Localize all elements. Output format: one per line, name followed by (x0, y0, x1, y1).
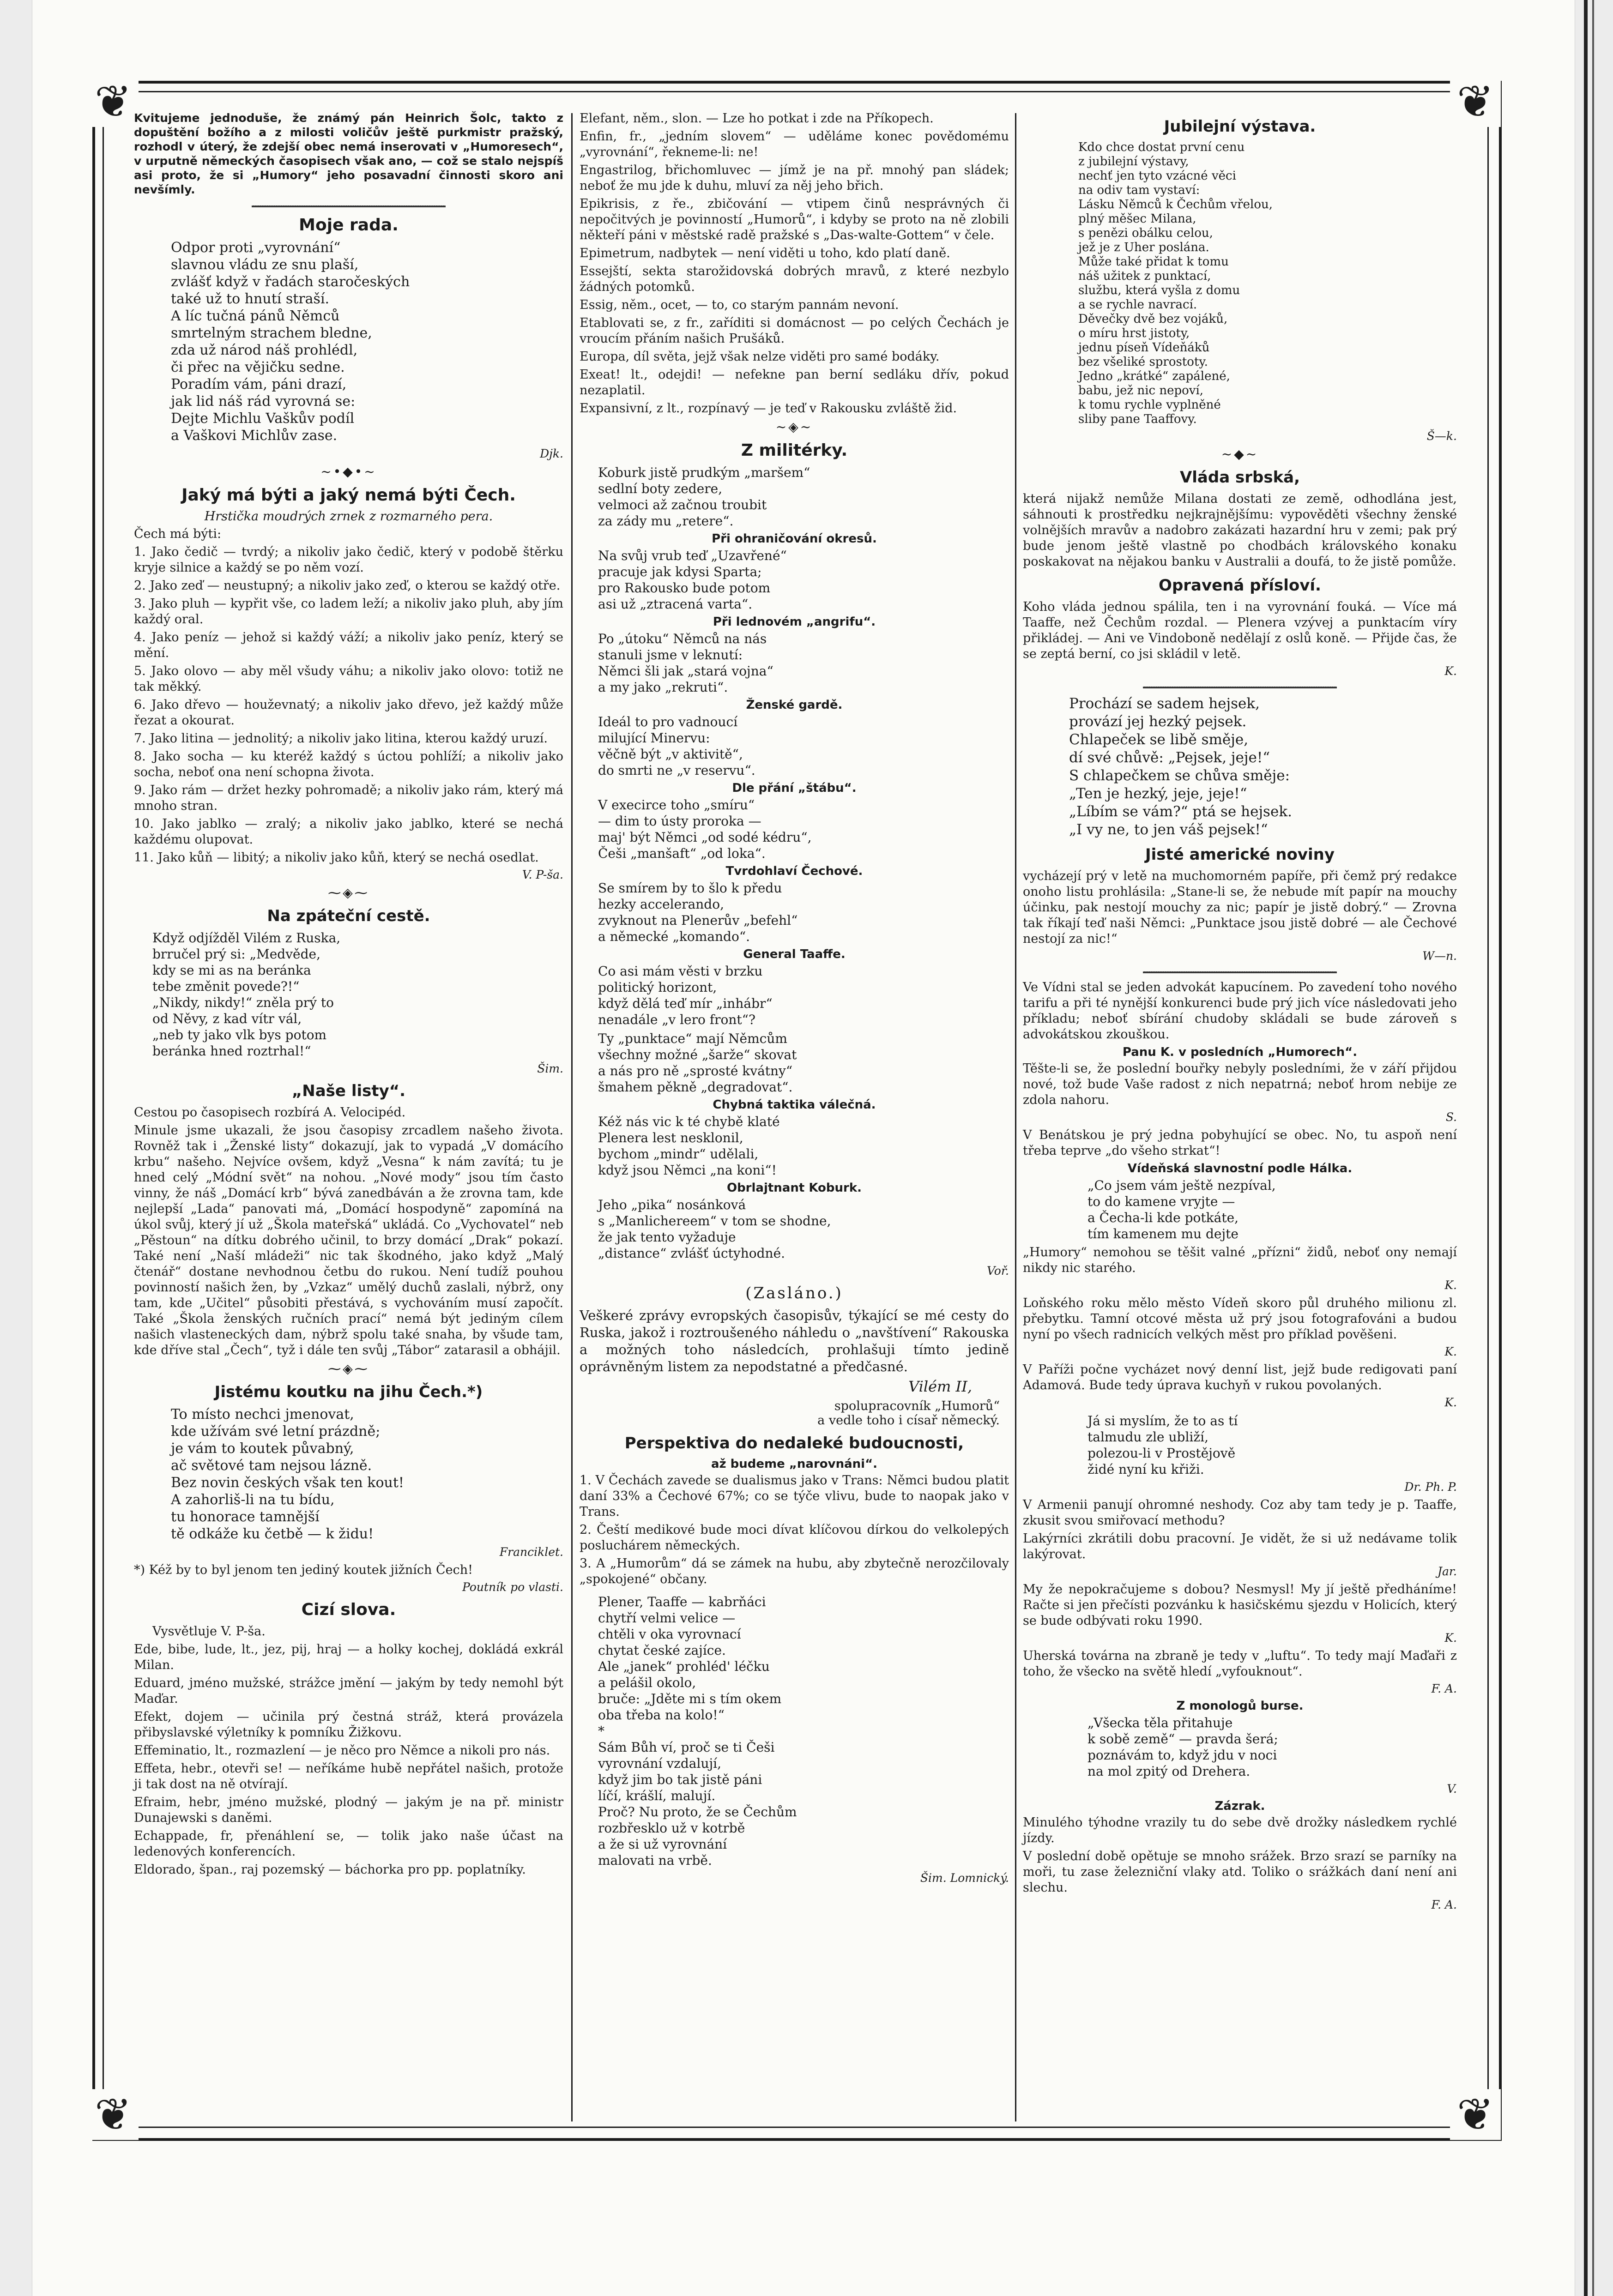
poem (598, 548, 1009, 612)
news-paragraph: V poslední době opětuje se mnoho srážek. Brzo srazí se parníky na moři, tu zase železniční vlaky atd. Toliko o srážkách daní není ani slechu. (1023, 1849, 1457, 1895)
glossary-item: Exeat! lt., odejdi! — nefekne pan berní sedláku dřív, pokud nezaplatil. (580, 368, 1009, 398)
news-paragraph: V Benátskou je prý jedna pobyhující se obec. No, tu aspoň není třeba teprve „do všeho strkat“! (1023, 1128, 1457, 1158)
poem-line: Já si myslím, že to as tí (1087, 1413, 1238, 1428)
ornament-icon: ~•◆•~ (320, 464, 377, 479)
poem-line: tebe změnit povede?!“ (152, 979, 300, 994)
footnote: *) Kéž by to byl jenom ten jediný koutek jižních Čech! (134, 1563, 473, 1577)
glossary-item: Engastrilog, břichomluvec — jímž je na př. mnohý pan sládek; neboť že mu jde k duhu, mluví za něj jeho břich. (580, 163, 1009, 193)
paragraph: Cestou po časopisech rozbírá A. Velocipéd. (134, 1105, 406, 1120)
poem-line: „I vy ne, to jen váš pejsek!“ (1069, 821, 1268, 838)
column-3 (1023, 111, 1457, 1915)
poem-line: také už to hnutí straší. (171, 291, 330, 307)
article-title: Jaký má býti a jaký nemá býti Čech. (181, 486, 516, 505)
poem-line: Proč? Nu proto, že se Čechům (598, 1804, 797, 1820)
signature: F. A. (1431, 1898, 1457, 1911)
poem-line: to do kamene vryjte — (1087, 1194, 1235, 1209)
poem-line: Jeho „pika“ nosánková (598, 1197, 746, 1212)
glossary-item: Essejští, sekta starožidovská dobrých mravů, z které nezbylo žádných potomků. (580, 264, 1009, 294)
section-heading: Z monologů burse. (1176, 1699, 1304, 1713)
glossary-item: Epimetrum, nadbytek — není viděti u toho, kdo platí daně. (580, 246, 950, 260)
column-2 (580, 111, 1009, 1888)
poem-line: S chlapečkem se chůva směje: (1069, 767, 1290, 784)
paragraph: Čech má býti: (134, 527, 222, 541)
article-title: „Naše listy“. (291, 1082, 406, 1100)
poem-line: polezou-li v Prostějově (1087, 1446, 1236, 1461)
signature: Franciklet. (499, 1545, 563, 1559)
poem-line: jak lid náš rád vyrovná se: (171, 393, 356, 410)
poem-line: Se smírem by to šlo k předu (598, 880, 782, 896)
glossary-list-continued (580, 111, 1009, 416)
intro-notice: Kvitujeme jednoduše, že známý pán Heinrich Šolc, takto z dopuštění božího a z milosti voličův ještě purkmistr pražský, rozhodl v úterý, že zdejší obec nemá inserovati v „Humoresech“, v urputně německých časopisech však ano, — což se stalo nejspíš asi proto, že si „Humory“ jeho posavadní činnosti skoro ani nevšímly. (134, 111, 563, 196)
section-heading: Panu K. v posledních „Humorech“. (1122, 1045, 1358, 1059)
section-heading: Tvrdohlaví Čechové. (725, 864, 863, 878)
glossary-item: Etablovati se, z fr., zaříditi si domácnost — po celých Čechách je vroucím přáním našich Prušáků. (580, 316, 1009, 346)
poem-line: když jsou Němci „na koni“! (598, 1163, 777, 1178)
poem-line: oba třeba na kolo!“ (598, 1707, 725, 1723)
news-paragraph: Uherská továrna na zbraně je tedy v „luftu“. To tedy mají Maďaři z toho, že všecko na světě hledí „vyfouknout“. (1023, 1649, 1457, 1679)
poem (1087, 1715, 1457, 1779)
poem-line: židé nyní ku křiži. (1087, 1462, 1204, 1477)
poem-line: rozbřesklo už v kotrbě (598, 1820, 745, 1836)
poem-line: To místo nechci jmenovat, (171, 1406, 354, 1422)
news-paragraph: Minulého týhodne vrazily tu do sebe dvě drožky následkem rychlé jízdy. (1023, 1815, 1457, 1845)
poem-line: Může také přidat k tomu (1078, 255, 1229, 269)
section-divider (1023, 966, 1457, 975)
corner-ornament-icon: ❦ (88, 2089, 139, 2140)
poem-line: sedlní boty zedere, (598, 481, 723, 496)
section-divider (1023, 681, 1457, 690)
poem-line: Němci šli jak „stará vojna“ (598, 663, 773, 679)
poem-line: Sám Bůh ví, proč se ti Češi (598, 1740, 775, 1755)
list-item: 11. Jako kůň — libitý; a nikoliv jako kůň, který se nechá osedlat. (134, 850, 539, 865)
poem-line: milující Minervu: (598, 730, 710, 746)
signature: Šim. Lomnický. (920, 1871, 1009, 1885)
poem-line: pro Rakousko bude potom (598, 580, 771, 596)
poem-line: a pelášil okolo, (598, 1675, 696, 1690)
signature: V. (1447, 1782, 1457, 1796)
poem-line: brručel prý si: „Medvěde, (152, 946, 320, 962)
glossary-item: Eduard, jméno mužské, strážce jmění — jakým by tedy nemohl být Maďar. (134, 1676, 563, 1706)
poem-line: beránka hned roztrhal!“ (152, 1043, 311, 1059)
section-heading: Chybná taktika válečná. (713, 1098, 876, 1112)
poem-line: Plenera lest nesklonil, (598, 1130, 743, 1145)
signature-role: spolupracovník „Humorů“ (834, 1399, 1000, 1413)
paragraph: vycházejí prý v letě na muchomorném papíře, při čemž prý redakce onoho listu prohlásila: „Stane-li se, že nebude mít papír na mouchy účinku, pak nestojí mouchy za nic; papír je jistě dobrý.“ — Zrovna tak říkají teď naši Němci: „Punktace jsou jistě dobré — ale Čechové nestojí za nic!“ (1023, 869, 1457, 946)
poem-line: bychom „mindr“ udělali, (598, 1146, 759, 1162)
poem-line: provází jej hezký pejsek. (1069, 713, 1247, 730)
poem-line: A zahorliš-li na tu bídu, (171, 1492, 335, 1508)
poem-line: a německé „komando“. (598, 929, 750, 944)
poem-line: „Nikdy, nikdy!“ zněla prý to (152, 995, 334, 1010)
list-item: 4. Jako peníz — jehož si každý váží; a nikoliv jako peníz, který se mění. (134, 630, 563, 660)
poem-line: za zády mu „retere“. (598, 513, 734, 529)
poem (171, 1406, 563, 1543)
poem (598, 963, 1009, 1028)
poem-line: a že si už vyrovnání (598, 1837, 727, 1852)
signature: Šim. (537, 1062, 563, 1075)
poem-line: poznávám to, když jdu v noci (1087, 1748, 1277, 1763)
poem-line: když dělá teď mír „inhábr“ (598, 996, 773, 1011)
section-heading: Obrlajtnant Koburk. (726, 1181, 862, 1195)
article-title: Moje rada. (299, 216, 399, 235)
poem (1087, 1413, 1457, 1477)
poem-line: Ale „janek“ prohléd' léčku (598, 1659, 770, 1674)
poem-line: Když odjížděl Vilém z Ruska, (152, 930, 341, 946)
signature: Jar. (1437, 1565, 1457, 1578)
poem (1078, 140, 1457, 427)
poem-line: k sobě země“ — pravda šerá; (1087, 1731, 1278, 1747)
paragraph: Koho vláda jednou spálila, ten i na vyrovnání fouká. — Více má Taaffe, než Čechům rozdal. — Plenera vzývej a punktacím víry přikládej. — Ani ve Vindoboně nedělají z oslů koně. — Přijde čas, že se zeptá berní, co jsi skládil v letě. (1023, 600, 1457, 661)
signature-role: a vedle toho i císař německý. (817, 1413, 1000, 1428)
poem-line: zvyknout na Plenerův „befehl“ (598, 913, 798, 928)
poem-line: — dim to ústy proroka — (598, 814, 761, 829)
poem-line: všechny možné „šarže“ skovat (598, 1047, 797, 1062)
poem-line: V execirce toho „smíru“ (598, 797, 755, 813)
article-title: Cizí slova. (301, 1600, 396, 1619)
glossary-item: Epikrisis, z ře., zbičování — vtipem činů nesprávných či nepočitvých je povinností „Humorů“, i kdyby se proto na ně zlobili někteří páni v městské radě pražské s „Das-walte-Gottem“ v čele. (580, 197, 1009, 242)
signature: K. (1444, 1345, 1457, 1358)
article-body (134, 1105, 563, 1358)
corner-ornament-icon: ❦ (1450, 76, 1501, 127)
poem-line: Ideál to pro vadnoucí (598, 714, 738, 729)
news-paragraph: V Paříži počne vycházet nový denní list, jejž bude redigovati paní Adamová. Bude tedy úprava kuchyň v rukou povolaných. (1023, 1362, 1457, 1392)
signature: F. A. (1431, 1682, 1457, 1695)
poem-line: A líc tučná pánů Němců (171, 308, 340, 324)
news-paragraph: „Humory“ nemohou se těšit valné „přízni“ židů, neboť ony nemají nikdy nic starého. (1023, 1245, 1457, 1275)
poem-line: chtěli v oka vyrovnací (598, 1627, 741, 1642)
corner-ornament-icon: ❦ (88, 76, 139, 127)
section-divider (134, 200, 563, 209)
news-paragraph: Ve Vídni stal se jeden advokát kapucínem. Po zavedení toho nového tarifu a při té nynější konkurenci bude prý jich více následovati jeho příkladu; neboť sbírání chudoby skládali se bude zároveň s advokátskou zkouškou. (1023, 980, 1457, 1042)
poem (598, 797, 1009, 862)
news-briefs (1023, 980, 1457, 1911)
poem-line: Jedno „krátké“ zapálené, (1078, 369, 1230, 383)
poem-line: chytat české zajíce. (598, 1643, 726, 1658)
glossary-item: Europa, díl světa, jejž však nelze viděti pro samé bodáky. (580, 350, 940, 364)
signature: Vilém II, (908, 1378, 972, 1395)
poem-line: velmoci až začnou troubit (598, 497, 767, 512)
poem-line: líčí, krášlí, malují. (598, 1788, 716, 1803)
poem-line: věčně být „v aktivitě“, (598, 747, 743, 762)
poem-line: či přec na vějičku sedne. (171, 359, 345, 375)
list-item: 2. Čeští medikové bude moci dívat klíčovou dírkou do velkolepých posluchárem německých. (580, 1523, 1009, 1553)
ornament-icon: ~◈~ (775, 419, 813, 434)
column-rule (571, 113, 573, 2121)
poem-line: nenadále „v lero front“? (598, 1012, 755, 1027)
poem-line: kde užívám své letní prázdně; (171, 1423, 381, 1440)
poem-line: že jak tento vyžaduje (598, 1229, 736, 1245)
poem-line: a my jako „rekruti“. (598, 680, 728, 695)
list-item: 5. Jako olovo — aby měl všudy váhu; a nikoliv jako olovo: totiž ne tak měkký. (134, 664, 563, 694)
poem-line: je vám to koutek půvabný, (171, 1440, 354, 1457)
poem-line: Lásku Němců k Čechům vřelou, (1078, 198, 1273, 211)
glossary-item: Efraim, hebr, jméno mužské, plodný — jakým je na př. ministr Dunajewski s daněmi. (134, 1795, 563, 1825)
poem-line: do smrti ne „v reservu“. (598, 763, 755, 778)
list-item: 10. Jako jablko — zralý; a nikoliv jako jablko, které se nechá každému olupovat. (134, 817, 563, 847)
poem-line: „distance“ zvlášť úctyhodné. (598, 1246, 785, 1261)
poem-line: Koburk jistě prudkým „maršem“ (598, 465, 810, 480)
article-title: Perspektiva do nedaleké budoucnosti, (624, 1434, 964, 1452)
poem-line: bruče: „Jděte mi s tím okem (598, 1691, 782, 1706)
poem-line: šmahem pěkně „degradovat“. (598, 1079, 793, 1095)
poem-line: Ty „punktace“ mají Němcům (598, 1031, 787, 1046)
list-item: 3. Jako pluh — kypřit vše, co ladem leží; a nikoliv jako pluh, aby jím každý oral. (134, 597, 563, 627)
list-item: 2. Jako zeď — neustupný; a nikoliv jako zeď, o kterou se každý otře. (134, 579, 561, 593)
section-heading: Při lednovém „angrifu“. (713, 615, 876, 629)
poem-line: Děvečky dvě bez vojáků, (1078, 312, 1228, 326)
signature: Voř. (987, 1264, 1009, 1278)
article-title: Na zpáteční cestě. (267, 907, 430, 925)
poem-line: a nás pro ně „sprosté kvátny“ (598, 1063, 793, 1079)
poem (1069, 695, 1457, 839)
poem-line: zvlášť když v řadách staročeských (171, 274, 410, 290)
section-heading: Zázrak. (1214, 1799, 1265, 1813)
glossary-item: Efekt, dojem — učinila prý čestná stráž, která provázela přibyslavské výletníky k pomníku Žižkovu. (134, 1710, 563, 1740)
poem-line: Poradím vám, páni drazí, (171, 376, 347, 392)
numbered-list (580, 1473, 1009, 1587)
poem-line: sliby pane Taaffovy. (1078, 412, 1197, 426)
byline: Vysvětluje V. P-ša. (152, 1624, 266, 1639)
poem (598, 1030, 1009, 1095)
poem-line: Po „útoku“ Němců na nás (598, 631, 767, 646)
corner-ornament-icon: ❦ (1450, 2089, 1501, 2140)
poem-line: s penězi obálku celou, (1078, 226, 1213, 240)
glossary-item: Elefant, něm., slon. — Lze ho potkat i zde na Příkopech. (580, 111, 934, 126)
list-item: 1. V Čechách zavede se dualismus jako v Trans: Němci budou platit daní 33% a Čechové 67%; co se týče vlivu, bude to naopak jako v Trans. (580, 1473, 1009, 1519)
page-edge (1584, 0, 1588, 2296)
poem (598, 464, 1009, 529)
glossary-item: Echappade, fr, přenáhlení se, — tolik jako naše účast na ledenových konferencích. (134, 1829, 563, 1859)
list-item: 9. Jako rám — držet hezky pohromadě; a nikoliv jako rám, který má mnoho stran. (134, 783, 563, 813)
poem-line: Odpor proti „vyrovnání“ (171, 240, 341, 256)
poem (598, 1114, 1009, 1178)
poem-line: ač světové tam nejsou lázně. (171, 1458, 372, 1474)
article-title: Jisté americké noviny (1145, 845, 1335, 864)
glossary-item: Effeta, hebr., otevři se! — neříkáme hubě nepřátel našich, protože ji tak dost na ně otvírají. (134, 1761, 563, 1791)
poem-line: a Čecha-li kde potkáte, (1087, 1210, 1239, 1225)
poem-line: „Všecka těla přitahuje (1087, 1715, 1233, 1730)
poem-line: plný měšec Milana, (1078, 212, 1196, 226)
poem-line: „Co jsem vám ještě nezpíval, (1087, 1178, 1276, 1193)
poem (598, 631, 1009, 695)
poem-line: nechť jen tyto vzácné věci (1078, 169, 1236, 183)
poem-line: Dejte Michlu Vaškův podíl (171, 410, 355, 427)
poem-line: tu honorace tamnější (171, 1509, 320, 1525)
poem-line: jednu píseň Vídeňáků (1078, 341, 1210, 355)
list-item: 7. Jako litina — jednolitý; a nikoliv jako litina, kterou každý uruzí. (134, 731, 548, 746)
signature: W—n. (1422, 949, 1457, 963)
poem-line: zda už národ náš prohlédl, (171, 342, 358, 358)
ornament-icon: ~◆~ (1221, 446, 1259, 462)
poem-line: službu, která vyšla z domu (1078, 283, 1240, 297)
poem-line: o míru hrst jistoty, (1078, 326, 1190, 340)
poem-line: dí své chůvě: „Pejsek, jeje!“ (1069, 749, 1270, 766)
poem-line: kdy se mi as na beránka (152, 963, 311, 978)
article-title: Jubilejní výstava. (1164, 117, 1316, 136)
signature: K. (1444, 1278, 1457, 1292)
section-heading: Dle přání „štábu“. (732, 781, 857, 795)
section-heading: Ženské gardě. (746, 698, 843, 712)
article-title: (Zasláno.) (745, 1284, 843, 1302)
poem-line: „Líbím se vám?“ ptá se hejsek. (1069, 803, 1292, 820)
news-paragraph: My že nepokračujeme s dobou? Nesmysl! My jí ještě předháníme! Račte si jen přečísti pozvánku k hasičskému sjezdu v Holicích, který se bude odbývati roku 1990. (1023, 1582, 1457, 1628)
news-paragraph: V Armenii panují ohromné neshody. Coz aby tam tedy je p. Taaffe, zkusit svou smiřovací methodu? (1023, 1498, 1457, 1528)
poem-line: babu, jež nic nepoví, (1078, 384, 1204, 398)
news-paragraph: Těšte-li se, že poslední bouřky nebyly posledními, že v září přijdou nové, tož bude Vaše radost z nich nepatrná; neboť hrom nebije ze zdola nahoru. (1023, 1061, 1457, 1107)
signature: Poutník po vlasti. (462, 1580, 563, 1594)
list-item: 6. Jako dřevo — houževnatý; a nikoliv jako dřevo, jež každý může řezat a okourat. (134, 698, 563, 728)
glossary-item: Effeminatio, lt., rozmazlení — je něco pro Němce a nikoli pro nás. (134, 1743, 550, 1758)
signature: Š—k. (1426, 429, 1457, 443)
poem-line: z jubilejní výstavy, (1078, 155, 1189, 169)
article-title: Jistému koutku na jihu Čech.*) (214, 1383, 483, 1401)
poem-line: tím kamenem mu dejte (1087, 1226, 1238, 1241)
poem (152, 930, 563, 1059)
poem-line: když jim bo tak jistě páni (598, 1772, 762, 1787)
poem-line: Češi „manšaft“ „od loka“. (598, 846, 766, 861)
poem-line: chytří velmi velice — (598, 1610, 736, 1626)
paragraph: která nijakž nemůže Milana dostati ze země, odhodlána jest, sáhnouti k prostředku nejkrajnějšímu: vypověděti všechny ženské volnějších mravův a nadobro zakázati hazardní hru v zemi; pak prý bude jenom ještě vlastně po chodbách královského konaku poskakovat na nějakou banku v Australii a doufá, to že jistě pomůže. (1023, 492, 1457, 569)
poem-line: stanuli jsme v leknutí: (598, 647, 743, 663)
poem-line: vyrovnání vzdalují, (598, 1756, 722, 1771)
signature: Dr. Ph. P. (1404, 1480, 1457, 1494)
poem-line: Prochází se sadem hejsek, (1069, 695, 1260, 712)
poem-line: * (598, 1724, 604, 1739)
signature: K. (1444, 664, 1457, 678)
poem-line: malovati na vrbě. (598, 1853, 712, 1868)
poem-line: tě odkáže ku četbě — k židu! (171, 1526, 374, 1542)
paragraph: Veškeré zprávy evropských časopisův, týkající se mé cesty do Ruska, jakož i roztroušeného náhledu o „navštívení“ Rakouska a možných toho následcích, prohlašuji tímto jedině oprávněným listem za nepodstatné a předčasné. (580, 1308, 1009, 1374)
poem (598, 1197, 1009, 1261)
signature: V. P-ša. (522, 868, 563, 881)
poem-line: Kdo chce dostat první cenu (1078, 140, 1245, 154)
glossary-item: Essig, něm., ocet, — to, co starým pannám nevoní. (580, 298, 899, 312)
poem-line: „Ten je hezký, jeje, jeje!“ (1069, 785, 1247, 802)
poem-line: Bez novin českých však ten kout! (171, 1475, 404, 1491)
poem-line: s „Manlichereem“ v tom se shodne, (598, 1213, 831, 1229)
signature: S. (1445, 1110, 1457, 1124)
news-paragraph: Loňského roku mělo město Vídeň skoro půl druhého milionu zl. přebytku. Tamní otcové města už prý jsou fotografováni a budou nyní po všech radnicích velkých měst pro příklad pověšeni. (1023, 1296, 1457, 1342)
poem-line: k tomu rychle vyplněné (1078, 398, 1221, 412)
glossary-item: Expansivní, z lt., rozpínavý — je teď v Rakousku zvláště žid. (580, 401, 957, 416)
article-title: Opravená přísloví. (1159, 576, 1321, 595)
poem-line: a Vaškovi Michlův zase. (171, 428, 338, 444)
section-heading: Při ohraničování okresů. (712, 532, 877, 546)
glossary-item: Enfin, fr., „jedním slovem“ — uděláme konec povědomému „vyrovnání“, řekneme-li: ne! (580, 129, 1009, 159)
ornament-icon: ⁓◈⁓ (328, 885, 369, 900)
glossary-item: Ede, bibe, lude, lt., jez, pij, hraj — a holky kochej, dokládá exkrál Milan. (134, 1642, 563, 1672)
list-item: 8. Jako socha — ku kteréž každý s úctou pohlíží; a nikoliv jako socha, neboť ona není schopna života. (134, 749, 563, 779)
column-1 (134, 111, 563, 1880)
poem-line: pracuje jak kdysi Sparta; (598, 564, 762, 579)
article-title: Vláda srbská, (1179, 468, 1300, 487)
poem-line: Na svůj vrub teď „Uzavřené“ (598, 548, 787, 563)
poem-line: asi už „ztracená varta“. (598, 597, 753, 612)
ornament-icon: ⁓◈⁓ (328, 1361, 369, 1376)
poem-line: politický horizont, (598, 980, 717, 995)
poem-line: slavnou vládu ze snu plaší, (171, 257, 359, 273)
poem-line: Chlapeček se libě směje, (1069, 731, 1249, 748)
page-edge-shadow (1592, 0, 1594, 2296)
list-item: 1. Jako čedič — tvrdý; a nikoliv jako čedič, který v podobě štěrku kryje silnice a každý se po něm vozí. (134, 545, 563, 575)
poem-line: maj' být Němci „od sodé kédru“, (598, 830, 812, 845)
poem-line: na mol zpitý od Drehera. (1087, 1764, 1251, 1779)
news-paragraph: Lakýrníci zkrátili dobu pracovní. Je vidět, že si už nedávame tolik lakýrovat. (1023, 1531, 1457, 1561)
poem-line: na odiv tam vystaví: (1078, 183, 1200, 197)
poem-line: „neb ty jako vlk bys potom (152, 1027, 327, 1043)
poem-line: talmudu zle ubliží, (1087, 1429, 1208, 1445)
section-heading: General Taaffe. (743, 947, 846, 961)
section-heading: Vídeňská slavnostní podle Hálka. (1127, 1162, 1353, 1175)
column-rule (1015, 113, 1016, 2121)
list-item: 3. A „Humorům“ dá se zámek na hubu, aby zbytečně nerozčilovaly „spokojené“ občany. (580, 1556, 1009, 1586)
poem (598, 880, 1009, 945)
poem-line: smrtelným strachem bledne, (171, 325, 372, 341)
glossary-item: Eldorado, špan., raj pozemský — báchorka pro pp. poplatníky. (134, 1862, 526, 1877)
poem (171, 239, 563, 444)
poem-line: jež je z Uher poslána. (1078, 241, 1209, 254)
poem-line: hezky accelerando, (598, 897, 724, 912)
poem-line: a se rychle navrací. (1078, 298, 1197, 312)
poem-sections (580, 532, 1009, 1261)
poem (1087, 1177, 1457, 1242)
article-title: Z militérky. (741, 441, 848, 460)
glossary-list (134, 1642, 563, 1878)
poem-line: bez všeliké sprostoty. (1078, 355, 1208, 369)
signature: K. (1444, 1396, 1457, 1409)
poem-line: od Něvy, z kad vítr vál, (152, 1011, 302, 1026)
article-subtitle: Hrstička moudrých zrnek z rozmarného pera. (204, 509, 493, 524)
poem-line: Co asi mám věsti v brzku (598, 964, 763, 979)
signature: Djk. (540, 447, 563, 460)
poem (598, 1594, 1009, 1868)
poem-line: náš užitek z punktací, (1078, 269, 1211, 283)
numbered-list (134, 544, 563, 866)
poem (598, 714, 1009, 778)
signature: K. (1444, 1631, 1457, 1645)
paragraph: Minule jsme ukazali, že jsou časopisy zrcadlem našeho života. Rovněž tak i „Ženské listy“ dokazují, jak to vypadá „V domácího krbu“ našeho. Nejvíce ovšem, když „Vesna“ k nám zavítá; tu je hned celý „Módní svět“ na nohou. „Nové mody“ jsou tím často vinny, že náš „Domácí krb“ bývá zanedbáván a že zrovna tam, kde nejlepší „Lada“ panovati má, „Domácí hospodyně“ zapomíná na úkol svůj, který jí už „Škola mateřská“ ukládá. Co „Vychovatel“ neb „Pěstoun“ na dítku dobrého učinil, to brzy domácí „Drak“ pokazí. Také není „Naší mládeži“ nic tak škodného, jako když „Malý čtenář“ dostane nevhodnou četbu do rukou. Není tudíž pouhou povinností našich žen, by „Vzkaz“ umělý duchů zaslali, nýbrž, ony tam, kde „Učitel“ působiti přestává, s vychováním musí započít. Také „Škola ženských ručních prací“ nemá být jediným cílem našich vlasteneckých dam, nýbrž spolu také snaha, by všude tam, kde dříve stal „Čech“, tyž i dále ten svůj „Tábor“ zatarasil a obhájil. (134, 1123, 563, 1357)
poem-line: Kéž nás vic k té chybě klaté (598, 1114, 780, 1129)
article-subtitle: až budeme „narovnáni“. (711, 1457, 878, 1471)
poem-line: Plener, Taaffe — kabrňáci (598, 1594, 766, 1609)
